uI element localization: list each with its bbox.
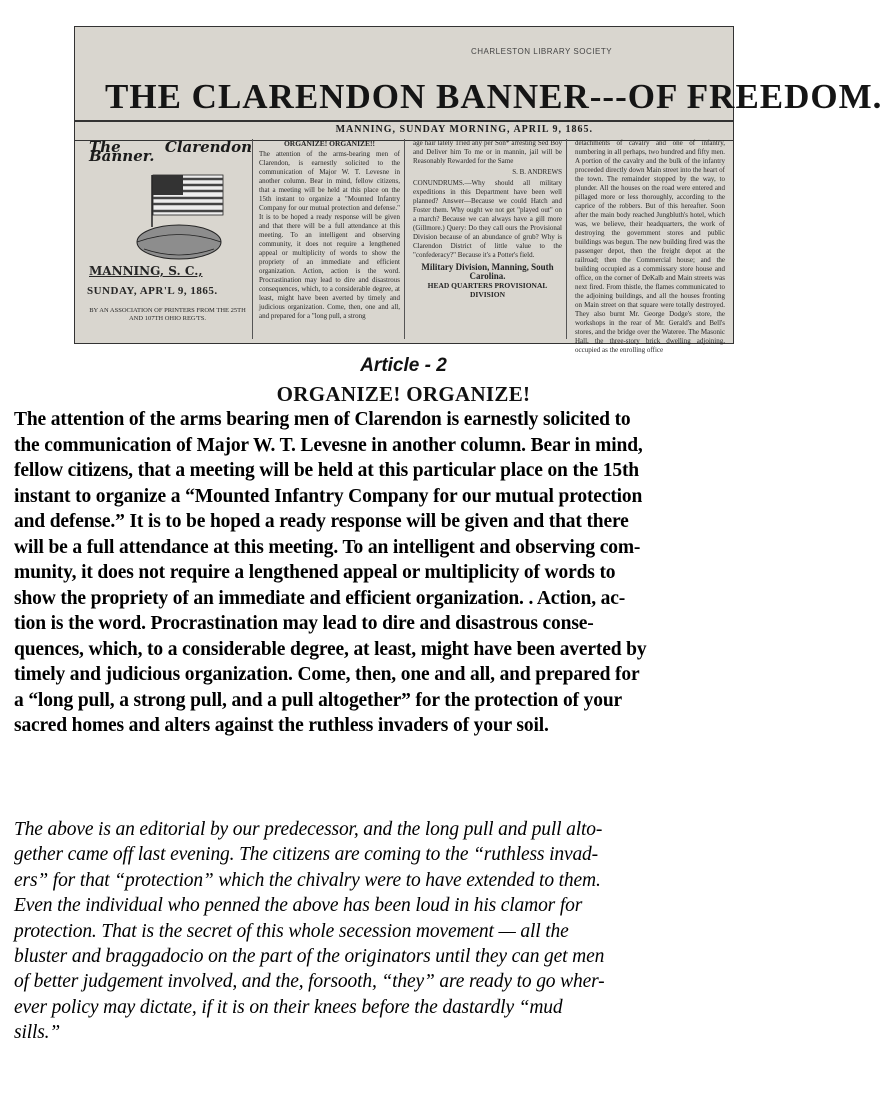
body-line: the communication of Major W. T. Levesne in another column. Bear in mind, xyxy=(14,434,643,456)
body-line: The attention of the arms bearing men of Clarendon is earnestly solicited to xyxy=(14,409,631,430)
clipping-conundrums-text: CONUNDRUMS.—Why should all military expeditions in this Department have been well planned? Answer—Because we could Hatch and Foster them. Why ought we not get "played out" on a march? Because we can always have a gill more (Gillmore.) Query: Do they call ours the Provisional Division because of an abundance of grub? Why is Clarendon District of little value to the "confederacy?" Because it's a Potter's field. xyxy=(413,179,562,259)
body-line: will be a full attendance at this meeting. To an intelligent and observing com- xyxy=(14,536,641,558)
body-line: tion is the word. Procrastination may lead to dire and disastrous conse- xyxy=(14,613,594,634)
body-line: sacred homes and alters against the ruthless invaders of your soil. xyxy=(14,715,549,736)
clipping-column-notices xyxy=(409,139,567,339)
nameplate-date: SUNDAY, APR'L 9, 1865. xyxy=(87,285,218,297)
clipping-notice-signature: S. B. ANDREWS xyxy=(512,168,562,176)
note-line: The above is an editorial by our predecessor, and the long pull and pull alto- xyxy=(14,819,603,840)
clipping-military-heading: Military Division, Manning, South Carolina. xyxy=(421,262,554,281)
note-line: ers” for that “protection” which the chivalry were to have extended to them. xyxy=(14,869,601,891)
note-line: protection. That is the secret of this whole secession movement — all the xyxy=(14,920,569,942)
article-heading: ORGANIZE! ORGANIZE! xyxy=(276,382,531,406)
editorial-note xyxy=(14,817,798,1046)
body-line: munity, it does not require a lengthened appeal or multiplicity of words to xyxy=(14,562,616,583)
note-line: of better judgement involved, and the, forsooth, “they” are ready to go wher- xyxy=(14,971,605,993)
body-line: fellow citizens, that a meeting will be held at this particular place on the 15th xyxy=(14,460,639,481)
article-body xyxy=(14,407,798,739)
note-line: ever policy may dictate, if it is on their knees before the dastardly “mud xyxy=(14,996,563,1018)
body-line: a “long pull, a strong pull, and a pull altogether” for the protection of your xyxy=(14,689,623,711)
flag-globe-icon xyxy=(124,167,234,262)
clipping-column-report xyxy=(571,139,729,354)
body-line: and defense.” It is to be hoped a ready response will be given and that there xyxy=(14,511,629,532)
clipping-military-footer: HEAD QUARTERS PROVISIONAL DIVISION xyxy=(427,281,548,299)
newspaper-clipping-image xyxy=(74,26,882,354)
body-line: timely and judicious organization. Come, then, one and all, and prepared for xyxy=(14,664,640,685)
newspaper-dateline: MANNING, SUNDAY MORNING, APRIL 9, 1865. xyxy=(335,124,593,135)
note-line: gether came off last evening. The citizens are coming to the “ruthless invad- xyxy=(14,844,599,866)
newspaper-masthead: THE CLARENDON BANNER---OF FREEDOM. xyxy=(105,77,882,116)
clipping-column-editorial xyxy=(255,139,405,339)
library-stamp: CHARLESTON LIBRARY SOCIETY xyxy=(471,47,613,56)
note-line: bluster and braggadocio on the part of the originators until they can get men xyxy=(14,946,605,968)
clipping-editorial-heading: ORGANIZE! ORGANIZE!! xyxy=(283,139,376,148)
body-line: show the propriety of an immediate and efficient organization. . Action, ac- xyxy=(14,587,626,609)
note-line: sills.” xyxy=(14,1022,61,1044)
body-line: quences, which, to a considerable degree, at least, might have been averted by xyxy=(14,638,647,660)
article-label: Article - 2 xyxy=(360,355,447,376)
note-line: Even the individual who penned the above has been loud in his clamor for xyxy=(14,895,583,917)
clipping-editorial-text: The attention of the arms-bearing men of Clarendon, is earnestly solicited to the communication of Major W. T. Levesne in another column. Bear in mind, fellow citizens, that a meeting will be held at this place on the 15th instant to organize a "Mounted Infantry Company for our mutual protection and defense." It is to be hoped a ready response will be given and that there will be a full attendance at this meeting. To an intelligent and observing community, it does not require a lengthened appeal or multiplicity of words to show the propriety of an immediate and efficient organization. Action, action is the word. Procrastination may lead to dire and disastrous consequences, which, to a considerable degree, at least, might have been averted by timely and judicious organization. Come, then, one and all, and prepared for a "long pull, a strong xyxy=(259,150,400,320)
nameplate-printers: BY AN ASSOCIATION OF PRINTERS FROM THE 25TH AND 107TH OHIO REG'TS. xyxy=(89,307,246,322)
clipping-report-text: detachments of cavalry and one of infantry, numbering in all perhaps, two hundred and fifty men. A portion of the cavalry and the bulk of the infantry proceeded directly down Main street into the heart of the town. The remainder stopped by the way, to plunder. All the houses on the road were entered and pillaged more or less thoroughly, according to the caprice of the robbers. But of this hereafter. Soon after the main body reached Jungbluth's hotel, which was, we believe, their headquarters, the work of destroying the government stores and public buildings was begun. The new building fired was the passenger depot, then the freight depot at the railroad; then the Commercial house; and the building occupied as a commissary store house and office, on the corner of DeKalb and Main streets was next fired. From thistle, the flames communicated to the adjoining buildings, and all the houses fronting on Main street on that square were totally destroyed. They also burnt Mr. George Dodge's store, the workshops in the rear of Mr. Gerald's and Bell's stores, and the bridge over the Wateree. The Masonic Hall, the three-story brick dwelling adjoining, occupied as the enrolling office xyxy=(575,139,725,354)
clipping-column-nameplate xyxy=(79,139,253,339)
nameplate-title: The Clarendon Banner. xyxy=(89,138,252,165)
nameplate-town: MANNING, S. C., xyxy=(89,264,203,278)
clipping-notice-text: age hair lately Tried any per Son* arresting Sed Boy and Deliver him To me or in mannin, jail will be Reasonably Rewarded for the Same xyxy=(413,139,562,165)
body-line: instant to organize a “Mounted Infantry Company for our mutual protection xyxy=(14,485,643,507)
